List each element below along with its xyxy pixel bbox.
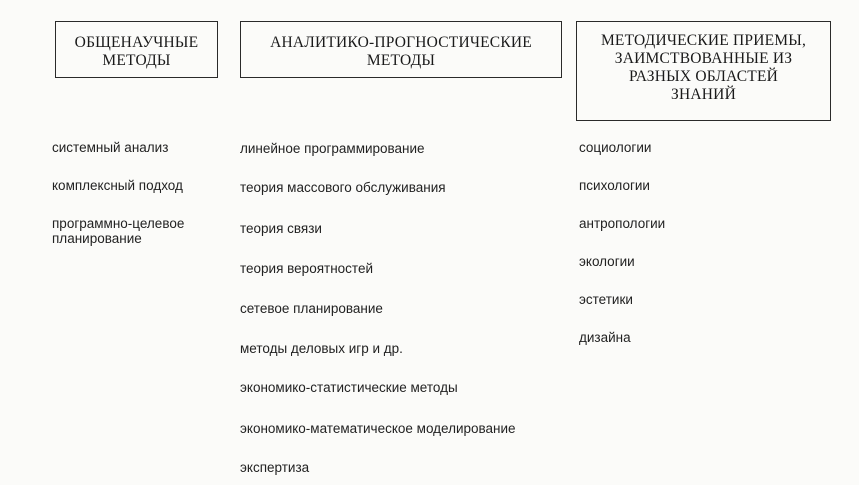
general-scientific-methods-box (55, 21, 218, 78)
box-title-line: РАЗНЫХ ОБЛАСТЕЙ (628, 68, 779, 85)
list-item: программно-целевое планирование (52, 216, 185, 246)
list-item: сетевое планирование (240, 301, 383, 316)
list-item: психологии (579, 178, 650, 193)
list-item: дизайна (579, 330, 631, 345)
list-item: теория массового обслуживания (240, 180, 446, 195)
list-item: экологии (579, 254, 635, 269)
list-item: системный анализ (52, 140, 169, 155)
list-item: экспертиза (240, 460, 310, 475)
list-item: экономико-математическое моделирование (240, 421, 516, 436)
analytic-prognostic-methods-box (240, 21, 562, 78)
box-title-line: ЗНАНИЙ (671, 86, 736, 103)
list-item: антропологии (579, 216, 666, 231)
list-item: экономико-статистические методы (240, 380, 458, 395)
methodical-techniques-box (576, 21, 831, 121)
box-title-line: АНАЛИТИКО-ПРОГНОСТИЧЕСКИЕ (270, 34, 532, 51)
list-item: эстетики (579, 292, 633, 307)
list-item: методы деловых игр и др. (240, 341, 403, 356)
box-title-line: МЕТОДЫ (366, 52, 436, 69)
box-title-line: ОБЩЕНАУЧНЫЕ (74, 34, 199, 51)
list-item: социологии (579, 140, 652, 155)
box-title-line: ЗАИМСТВОВАННЫЕ ИЗ (614, 50, 793, 67)
box-title-line: МЕТОДЫ (102, 52, 171, 69)
list-item: линейное программирование (240, 141, 425, 156)
list-item: комплексный подход (52, 178, 183, 193)
list-item: теория вероятностей (240, 261, 373, 276)
box-title-line: МЕТОДИЧЕСКИЕ ПРИЕМЫ, (600, 32, 807, 49)
list-item: теория связи (240, 221, 322, 236)
